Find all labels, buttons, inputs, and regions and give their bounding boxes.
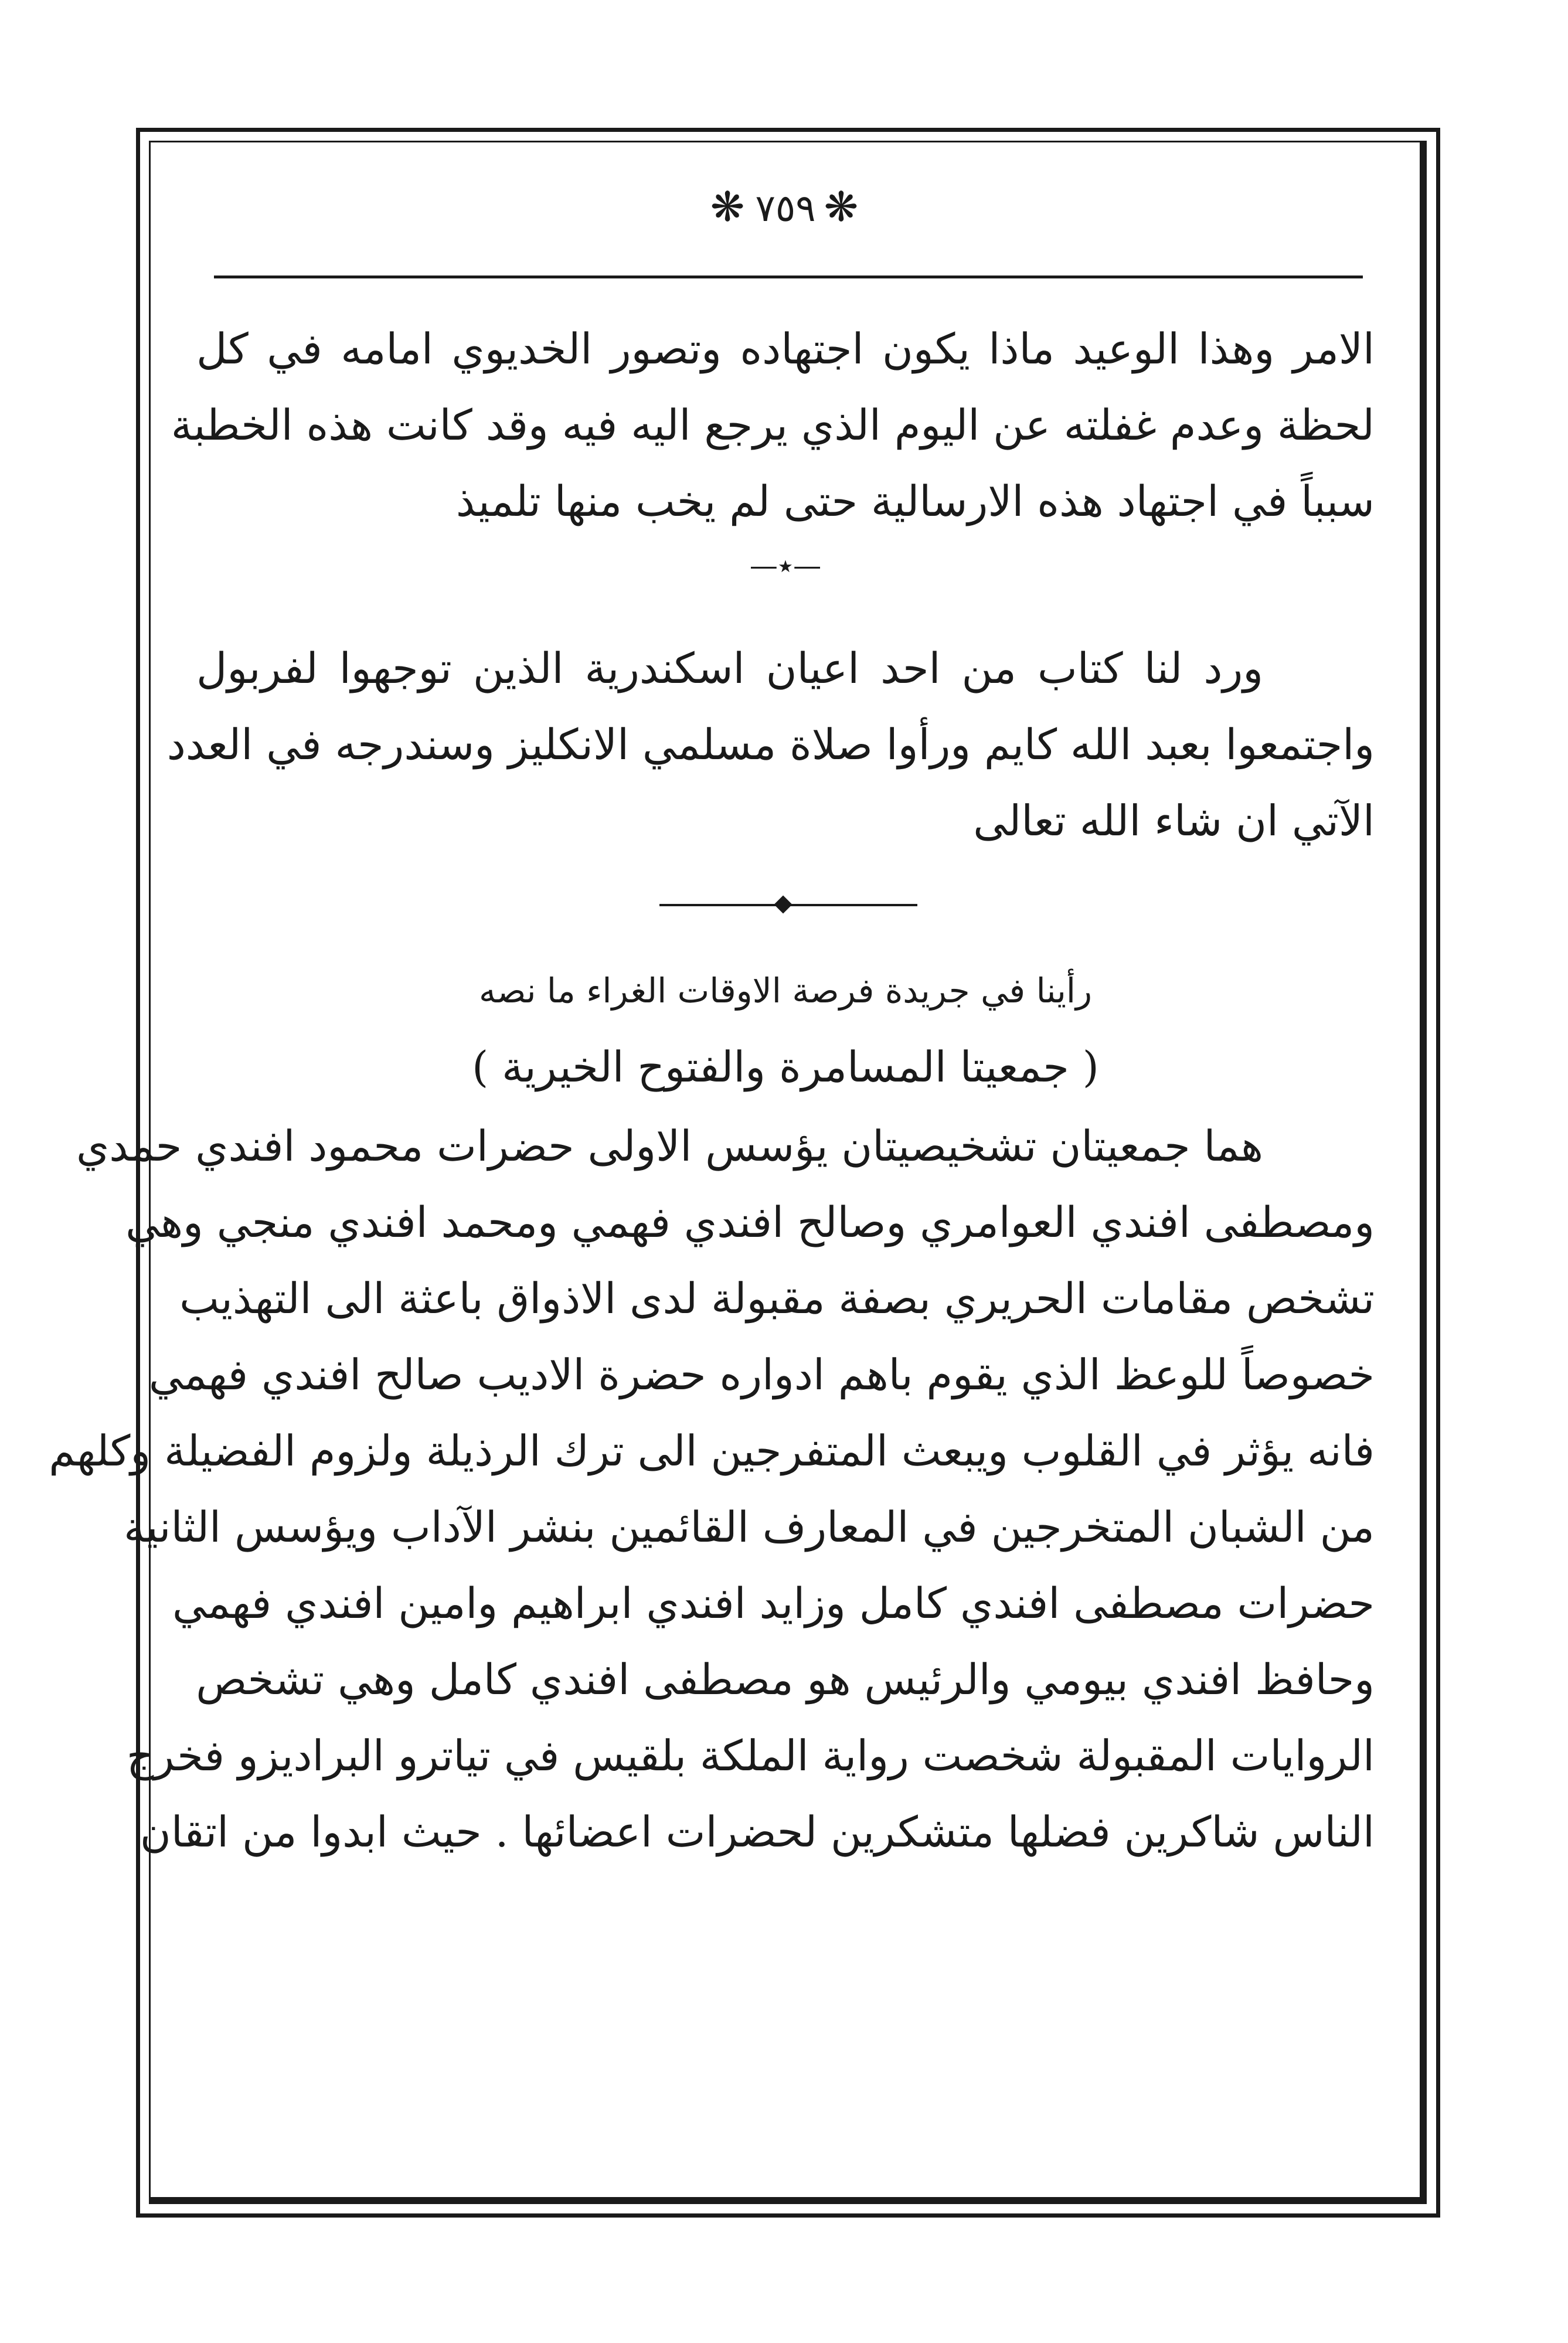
paragraph3-line-7: حضرات مصطفى افندي كامل وزايد افندي ابراهيم وامين افندي فهمي [172, 1579, 1375, 1628]
page-number: ٧٥٩ [755, 187, 816, 230]
paragraph2-line-3: الآتي ان شاء الله تعالى [973, 796, 1375, 845]
diamond-divider [659, 904, 917, 906]
paragraph3-line-9: الروايات المقبولة شخصت رواية الملكة بلقيس في تياترو البراديزو فخرج [126, 1731, 1375, 1780]
paragraph1-line-1: الامر وهذا الوعيد ماذا يكون اجتهاده وتصور الخديوي امامه في كل [196, 324, 1375, 373]
paragraph2-line-1: ورد لنا كتاب من احد اعيان اسكندرية الذين توجهوا لفربول [196, 644, 1263, 693]
paragraph1-line-3: سبباً في اجتهاد هذه الارسالية حتى لم يخب منها تلميذ [455, 477, 1375, 526]
paragraph3-line-1: هما جمعيتان تشخيصيتان يؤسس الاولى حضرات محمود افندي حمدي [76, 1121, 1263, 1171]
page-content [49, 176, 1375, 2181]
paragraph3-line-5: فانه يؤثر في القلوب ويبعث المتفرجين الى ترك الرذيلة ولزوم الفضيلة وكلهم [49, 1426, 1375, 1475]
paragraph3-line-10: الناس شاكرين فضلها متشكرين لحضرات اعضائها . حيث ابدوا من اتقان [140, 1807, 1375, 1856]
star-separator: —٭— [749, 549, 822, 582]
paragraph3-line-6: من الشبان المتخرجين في المعارف القائمين بنشر الآداب ويؤسس الثانية [124, 1502, 1375, 1552]
paragraph3-line-2: ومصطفى افندي العوامري وصالح افندي فهمي ومحمد افندي منجي وهي [125, 1198, 1375, 1247]
ornament-left-icon: ❋ [710, 183, 747, 231]
paragraph2-line-2: واجتمعوا بعبد الله كايم ورأوا صلاة مسلمي الانكليز وسندرجه في العدد [166, 720, 1375, 769]
header-rule [214, 276, 1363, 278]
intro-line: رأينا في جريدة فرصة الاوقات الغراء ما نصه [478, 971, 1093, 1011]
paragraph3-line-4: خصوصاً للوعظ الذي يقوم باهم ادواره حضرة الاديب صالح افندي فهمي [148, 1350, 1375, 1399]
paragraph1-line-2: لحظة وعدم غفلته عن اليوم الذي يرجع اليه فيه وقد كانت هذه الخطبة [171, 400, 1375, 450]
ornament-right-icon: ❋ [824, 183, 861, 231]
paragraph3-line-3: تشخص مقامات الحريري بصفة مقبولة لدى الاذواق باعثة الى التهذيب [179, 1274, 1375, 1323]
paragraph3-line-8: وحافظ افندي بيومي والرئيس هو مصطفى افندي كامل وهي تشخص [196, 1655, 1375, 1704]
diamond-icon [774, 895, 792, 913]
page-header [196, 181, 1375, 235]
section-heading: ( جمعيتا المسامرة والفتوح الخيرية ) [472, 1042, 1099, 1091]
